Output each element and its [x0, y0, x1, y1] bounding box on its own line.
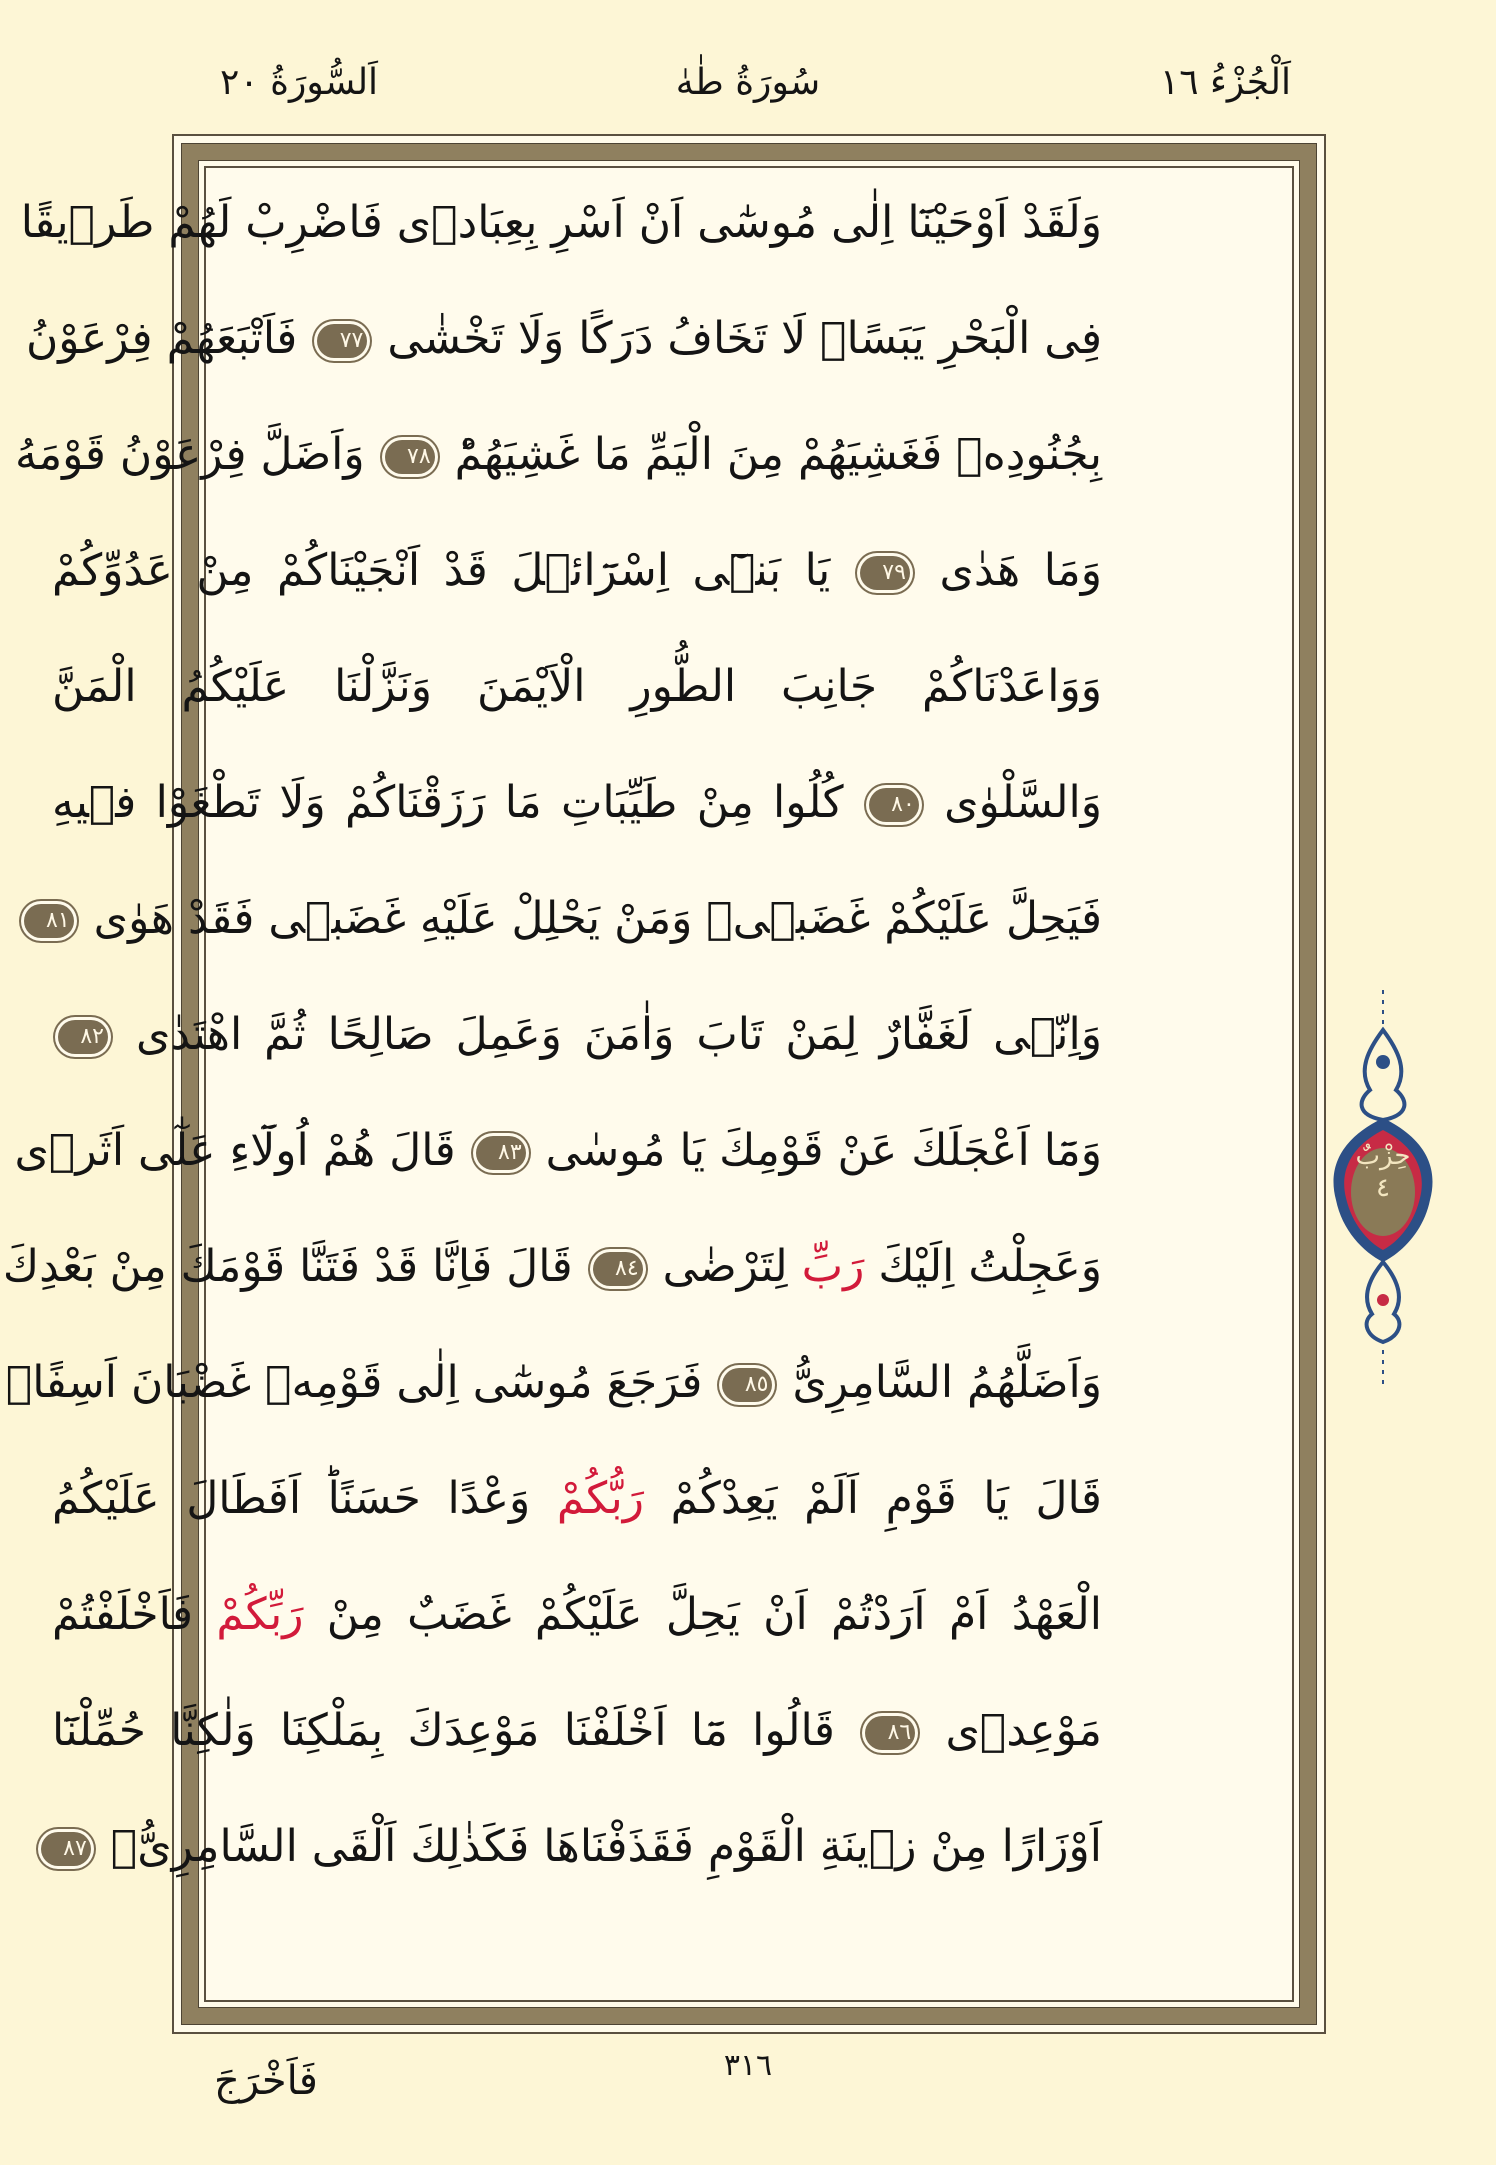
- verse-text: وَلَقَدْ اَوْحَيْنَٓا اِلٰى مُوسٰٓى اَنْ اَسْرِ بِعِبَادٖى فَاضْرِبْ لَهُمْ طَرٖيقًا: [20, 197, 1102, 248]
- verse-text: فَاَتْبَعَهُمْ فِرْعَوْنُ: [25, 313, 298, 364]
- verse-text: وَاَضَلَّ فِرْعَوْنُ قَوْمَهُ: [15, 429, 365, 480]
- verse-line: [20, 168, 1102, 278]
- surah-number-label: اَلسُّورَةُ ٢٠: [220, 62, 379, 103]
- ayah-number-marker: ٨٤: [593, 1252, 643, 1286]
- verse-text: بِجُنُودِهٖ فَغَشِيَهُمْ مِنَ الْيَمِّ مَا غَشِيَهُمْؕ: [454, 429, 1102, 480]
- verse-line: [14, 1096, 1102, 1206]
- verse-text: وَاِنّٖى لَغَفَّارٌ لِمَنْ تَابَ وَاٰمَنَ وَعَمِلَ صَالِحًا ثُمَّ اهْتَدٰى: [135, 1009, 1102, 1060]
- hizb-marker: [1328, 990, 1438, 1390]
- verse-line: [52, 1560, 1102, 1670]
- ayah-number-marker: ٨٥: [722, 1368, 772, 1402]
- juz-label: اَلْجُزْءُ ١٦: [1159, 62, 1291, 103]
- verse-text: قَالَ فَاِنَّا قَدْ فَتَنَّا قَوْمَكَ مِنْ بَعْدِكَ: [2, 1241, 573, 1292]
- page-number: ٣١٦: [723, 2048, 773, 2083]
- verse-line: [52, 1792, 1102, 1902]
- ayah-number-marker: ٨٣: [476, 1136, 526, 1170]
- verse-text: مَوْعِدٖى: [945, 1705, 1102, 1756]
- verse-text: وَالسَّلْوٰى: [944, 777, 1102, 828]
- verse-text: وَوَاعَدْنَاكُمْ جَانِبَ الطُّورِ الْاَيْمَنَ وَنَزَّلْنَا عَلَيْكُمُ الْمَنَّ: [52, 661, 1102, 712]
- verse-line: [52, 516, 1102, 626]
- surah-title: سُورَةُ طٰهٰ: [675, 62, 821, 103]
- verse-text: فَاَخْلَفْتُمْ: [52, 1589, 194, 1640]
- ayah-number-marker: ٨٦: [865, 1716, 915, 1750]
- verse-text: كُلُوا مِنْ طَيِّبَاتِ مَا رَزَقْنَاكُمْ وَلَا تَطْغَوْا فٖيهِ: [52, 777, 844, 828]
- verse-line: [25, 284, 1102, 394]
- divine-name: رَبِّ: [801, 1241, 865, 1292]
- verse-line: [52, 748, 1102, 858]
- verse-text: وَاَضَلَّهُمُ السَّامِرِىُّ: [792, 1357, 1102, 1408]
- ayah-number-marker: ٨٢: [58, 1020, 108, 1054]
- verse-text: وَعْدًا حَسَنًاؕ اَفَطَالَ عَلَيْكُمُ: [52, 1473, 531, 1524]
- verse-line: [52, 1676, 1102, 1786]
- verse-text: فِى الْبَحْرِ يَبَسًاۙ لَا تَخَافُ دَرَكًا وَلَا تَخْشٰى: [387, 313, 1102, 364]
- verse-text: فَيَحِلَّ عَلَيْكُمْ غَضَبٖىۚ وَمَنْ يَحْلِلْ عَلَيْهِ غَضَبٖى فَقَدْ هَوٰى: [93, 893, 1102, 944]
- verse-text: وَمَا هَدٰى: [939, 545, 1102, 596]
- verse-text: الْعَهْدُ اَمْ اَرَدْتُمْ اَنْ يَحِلَّ عَلَيْكُمْ غَضَبٌ مِنْ: [326, 1589, 1102, 1640]
- hizb-number: ٤: [1376, 1173, 1390, 1203]
- verse-text: اَوْزَارًا مِنْ زٖينَةِ الْقَوْمِ فَقَذَفْنَاهَا فَكَذٰلِكَ اَلْقَى السَّامِرِىُّۙ: [110, 1821, 1102, 1872]
- verse-text: قَالَ يَا قَوْمِ اَلَمْ يَعِدْكُمْ: [670, 1473, 1102, 1524]
- verse-line: [5, 1328, 1102, 1438]
- verse-text: قَالُوا مَٓا اَخْلَفْنَا مَوْعِدَكَ بِمَلْكِنَا وَلٰكِنَّا حُمِّلْنَٓا: [52, 1705, 835, 1756]
- verse-line: [15, 400, 1102, 510]
- ayah-number-marker: ٨١: [24, 904, 74, 938]
- ayah-number-marker: ٧٩: [860, 556, 910, 590]
- verse-line: [52, 1444, 1102, 1554]
- ayah-number-marker: ٧٨: [385, 440, 435, 474]
- catchword: فَاَخْرَجَ: [214, 2058, 318, 2104]
- verse-text: فَرَجَعَ مُوسٰٓى اِلٰى قَوْمِهٖ غَضْبَانَ اَسِفًاۚ: [5, 1357, 703, 1408]
- verse-text: يَا بَنٖٓى اِسْرَٓائٖلَ قَدْ اَنْجَيْنَاكُمْ مِنْ عَدُوِّكُمْ: [52, 545, 831, 596]
- verse-text: وَعَجِلْتُ اِلَيْكَ: [878, 1241, 1102, 1292]
- verse-text: لِتَرْضٰى: [662, 1241, 788, 1292]
- divine-name: رَبُّكُمْ: [556, 1473, 644, 1524]
- ayah-number-marker: ٨٠: [869, 788, 919, 822]
- verse-line: [52, 632, 1102, 742]
- ayah-number-marker: ٧٧: [317, 324, 367, 358]
- ayah-number-marker: ٨٧: [41, 1832, 91, 1866]
- verse-text: قَالَ هُمْ اُولَٓاءِ عَلٰٓى اَثَرٖى: [14, 1125, 456, 1176]
- verse-line: [2, 1212, 1102, 1322]
- verse-text: وَمَٓا اَعْجَلَكَ عَنْ قَوْمِكَ يَا مُوسٰى: [545, 1125, 1102, 1176]
- divine-name: رَبِّكُمْ: [216, 1589, 304, 1640]
- verse-line: [52, 980, 1102, 1090]
- hizb-label: [1328, 1140, 1438, 1204]
- verse-line: [46, 864, 1102, 974]
- hizb-word: حِزْبٌ: [1355, 1141, 1411, 1171]
